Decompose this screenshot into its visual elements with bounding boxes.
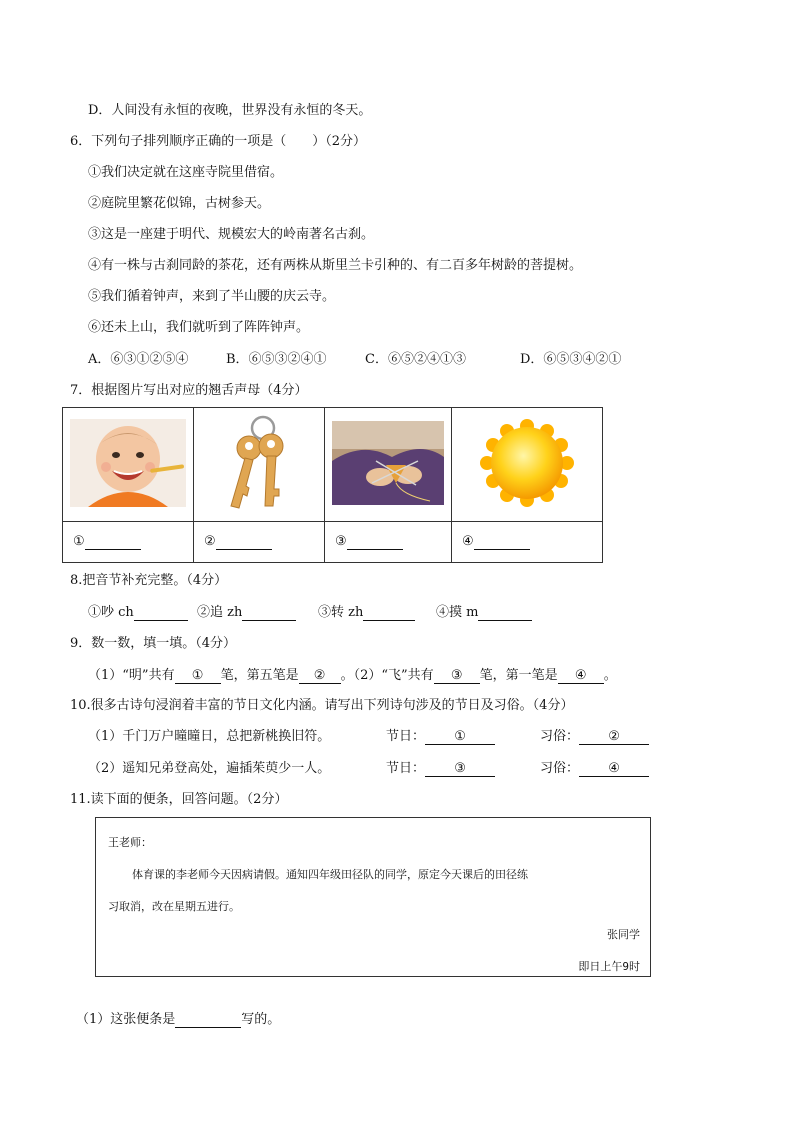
q10-poem-1: （1）千门万户曈曈日，总把新桃换旧符。 bbox=[88, 729, 331, 744]
q6-sentence-6: ⑥还未上山，我们就听到了阵阵钟声。 bbox=[88, 320, 310, 335]
q6-sentence-3: ③这是一座建于明代、规模宏大的岭南著名古刹。 bbox=[88, 227, 375, 242]
q11-title: 11.读下面的便条，回答问题。（2分） bbox=[70, 792, 288, 807]
q9-blank-2[interactable]: ② bbox=[299, 669, 341, 684]
q11-sub1-text-post: 写的。 bbox=[241, 1012, 281, 1027]
q10-festival-label-2: 节日： bbox=[386, 761, 426, 776]
q6-sentence-2: ②庭院里繁花似锦，古树参天。 bbox=[88, 196, 271, 211]
q9-blank-3[interactable]: ③ bbox=[434, 669, 480, 684]
q10-festival-2 bbox=[386, 761, 495, 777]
q10-title: 10.很多古诗句浸润着丰富的节日文化内涵。请写出下列诗句涉及的节日及习俗。（4分） bbox=[70, 698, 574, 713]
q7-answer-cell-4[interactable] bbox=[452, 522, 603, 563]
q6-option-d: D．⑥⑤③④②① bbox=[520, 352, 622, 367]
q7-picture-cell-2 bbox=[194, 408, 325, 522]
q7-title: 7．根据图片写出对应的翘舌声母（4分） bbox=[70, 383, 308, 398]
q7-picture-cell-3 bbox=[325, 408, 452, 522]
note-date: 即日上午9时 bbox=[578, 960, 640, 973]
keys-icon bbox=[219, 414, 299, 512]
q7-picture-cell-4 bbox=[452, 408, 603, 522]
q9-text-5: 。 bbox=[603, 668, 617, 683]
q8-item-3 bbox=[318, 605, 415, 621]
q10-custom-blank-2[interactable]: ④ bbox=[579, 762, 649, 777]
note-greeting: 王老师： bbox=[108, 836, 152, 849]
q7-answer-blank-4[interactable] bbox=[474, 535, 530, 550]
q8-item-1 bbox=[88, 605, 188, 621]
q10-custom-2 bbox=[540, 761, 649, 777]
knitting-icon bbox=[332, 421, 444, 505]
q7-answer-cell-2[interactable] bbox=[194, 522, 325, 563]
q10-custom-1 bbox=[540, 729, 649, 745]
q9-blank-4[interactable]: ④ bbox=[558, 669, 604, 684]
q6-option-b: B．⑥⑤③②④① bbox=[226, 352, 327, 367]
q8-item-2 bbox=[197, 605, 296, 621]
q6-sentence-1: ①我们决定就在这座寺院里借宿。 bbox=[88, 165, 284, 180]
q6-option-a: A．⑥③①②⑤④ bbox=[88, 352, 189, 367]
note-signature: 张同学 bbox=[607, 928, 640, 941]
q8-item-4-label: ④摸 m bbox=[436, 605, 479, 620]
q7-answer-blank-3[interactable] bbox=[347, 535, 403, 550]
q8-blank-3[interactable] bbox=[363, 606, 415, 621]
q9-title: 9．数一数，填一填。（4分） bbox=[70, 636, 237, 651]
q10-custom-label-2: 习俗： bbox=[540, 761, 580, 776]
q8-blank-4[interactable] bbox=[478, 606, 532, 621]
q7-answer-label-3: ③ bbox=[335, 534, 347, 549]
q8-item-1-label: ①吵 ch bbox=[88, 605, 134, 620]
q9-text-3: 。（2）“飞”共有 bbox=[340, 668, 434, 683]
q7-answer-label-1: ① bbox=[73, 534, 85, 549]
q5-option-d: D．人间没有永恒的夜晚，世界没有永恒的冬天。 bbox=[88, 103, 372, 118]
q10-festival-label-1: 节日： bbox=[386, 729, 426, 744]
q7-answer-blank-2[interactable] bbox=[216, 535, 272, 550]
q10-custom-label-1: 习俗： bbox=[540, 729, 580, 744]
q10-festival-blank-1[interactable]: ① bbox=[425, 730, 495, 745]
q8-blank-1[interactable] bbox=[134, 606, 188, 621]
q6-title: 6．下列句子排列顺序正确的一项是（ ）（2分） bbox=[70, 134, 367, 149]
q7-answer-blank-1[interactable] bbox=[85, 535, 141, 550]
q10-festival-1 bbox=[386, 729, 495, 745]
q11-sub-question-1 bbox=[76, 1012, 280, 1028]
note-body-line-2: 习取消，改在星期五进行。 bbox=[108, 900, 240, 913]
sun-icon bbox=[477, 418, 577, 508]
baby-eating-icon bbox=[70, 419, 186, 507]
q9-line bbox=[88, 668, 617, 684]
q8-item-4 bbox=[436, 605, 532, 621]
q10-festival-blank-2[interactable]: ③ bbox=[425, 762, 495, 777]
q6-sentence-4: ④有一株与古刹同龄的茶花，还有两株从斯里兰卡引种的、有二百多年树龄的菩提树。 bbox=[88, 258, 583, 273]
note-box bbox=[95, 817, 651, 977]
q7-picture-table bbox=[62, 407, 603, 563]
q8-item-2-label: ②追 zh bbox=[197, 605, 243, 620]
q8-item-3-label: ③转 zh bbox=[318, 605, 364, 620]
q8-title: 8.把音节补充完整。（4分） bbox=[70, 573, 228, 588]
note-body-line-1: 体育课的李老师今天因病请假。通知四年级田径队的同学，原定今天课后的田径练 bbox=[132, 868, 528, 881]
q11-sub1-text-pre: （1）这张便条是 bbox=[76, 1012, 176, 1027]
q10-custom-blank-1[interactable]: ② bbox=[579, 730, 649, 745]
q7-answer-label-2: ② bbox=[204, 534, 216, 549]
q8-blank-2[interactable] bbox=[242, 606, 296, 621]
q6-option-c: C．⑥⑤②④①③ bbox=[365, 352, 466, 367]
q9-blank-1[interactable]: ① bbox=[175, 669, 221, 684]
q7-answer-cell-3[interactable] bbox=[325, 522, 452, 563]
q10-poem-2: （2）遥知兄弟登高处，遍插茱萸少一人。 bbox=[88, 761, 331, 776]
q7-answer-label-4: ④ bbox=[462, 534, 474, 549]
q9-text-2: 笔，第五笔是 bbox=[220, 668, 299, 683]
q7-picture-cell-1 bbox=[63, 408, 194, 522]
q9-text-1: （1）“明”共有 bbox=[88, 668, 175, 683]
q11-sub1-blank[interactable] bbox=[175, 1013, 241, 1028]
q6-sentence-5: ⑤我们循着钟声，来到了半山腰的庆云寺。 bbox=[88, 289, 336, 304]
q7-answer-cell-1[interactable] bbox=[63, 522, 194, 563]
q9-text-4: 笔，第一笔是 bbox=[479, 668, 558, 683]
